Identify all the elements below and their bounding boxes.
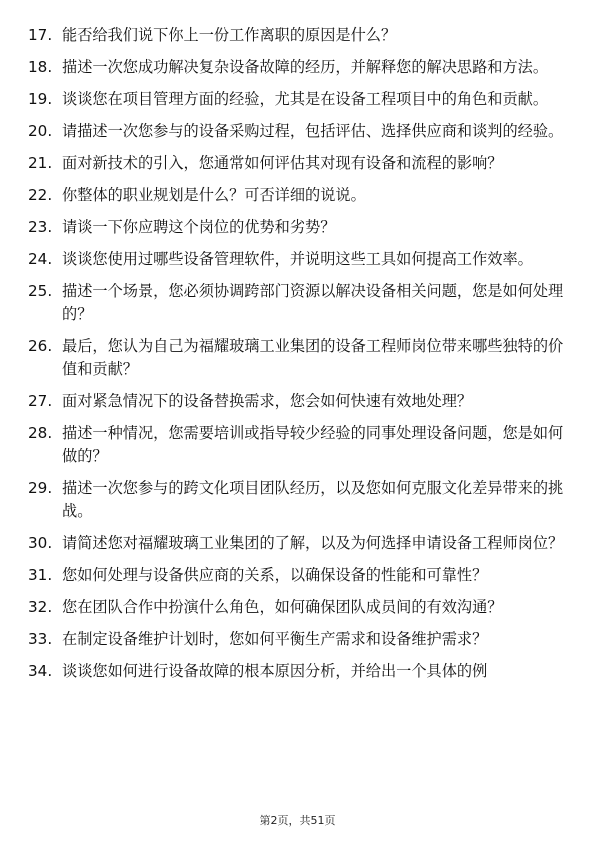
question-text: 你整体的职业规划是什么？可否详细的说说。 [62,186,366,204]
list-item [28,422,568,468]
question-text: 谈谈您如何进行设备故障的根本原因分析，并给出一个具体的例 [62,662,488,680]
question-number: 32. [28,598,53,616]
list-item [28,152,568,175]
list-item [28,477,568,523]
question-number: 17. [28,26,53,44]
question-text: 面对新技术的引入，您通常如何评估其对现有设备和流程的影响？ [62,154,503,172]
list-item [28,660,568,683]
question-text: 描述一次您成功解决复杂设备故障的经历，并解释您的解决思路和方法。 [62,58,548,76]
question-number: 20. [28,122,53,140]
list-item [28,216,568,239]
question-number: 29. [28,479,53,497]
question-number: 31. [28,566,53,584]
question-number: 28. [28,424,53,442]
question-number: 34. [28,662,53,680]
list-item [28,532,568,555]
question-number: 18. [28,58,53,76]
question-number: 26. [28,337,53,355]
list-item [28,56,568,79]
question-text: 谈谈您在项目管理方面的经验，尤其是在设备工程项目中的角色和贡献。 [62,90,548,108]
list-item [28,184,568,207]
list-item [28,88,568,111]
question-number: 22. [28,186,53,204]
list-item [28,24,568,47]
question-text: 描述一个场景，您必须协调跨部门资源以解决设备相关问题，您是如何处理的？ [62,282,564,323]
list-item [28,120,568,143]
question-text: 最后，您认为自己为福耀玻璃工业集团的设备工程师岗位带来哪些独特的价值和贡献？ [62,337,564,378]
question-text: 描述一次您参与的跨文化项目团队经历，以及您如何克服文化差异带来的挑战。 [62,479,564,520]
list-item [28,564,568,587]
list-item [28,596,568,619]
question-text: 您如何处理与设备供应商的关系，以确保设备的性能和可靠性？ [62,566,488,584]
question-number: 24. [28,250,53,268]
question-list [28,24,568,692]
question-text: 请简述您对福耀玻璃工业集团的了解，以及为何选择申请设备工程师岗位？ [62,534,564,552]
list-item [28,248,568,271]
page-footer [0,812,595,828]
question-text: 描述一种情况，您需要培训或指导较少经验的同事处理设备问题，您是如何做的？ [62,424,564,465]
question-number: 30. [28,534,53,552]
question-number: 21. [28,154,53,172]
question-text: 您在团队合作中扮演什么角色，如何确保团队成员间的有效沟通？ [62,598,503,616]
question-text: 在制定设备维护计划时，您如何平衡生产需求和设备维护需求？ [62,630,488,648]
page-number-label: 第2页，共51页 [259,814,336,827]
question-text: 能否给我们说下你上一份工作离职的原因是什么？ [62,26,397,44]
question-text: 请描述一次您参与的设备采购过程，包括评估、选择供应商和谈判的经验。 [62,122,564,140]
question-text: 面对紧急情况下的设备替换需求，您会如何快速有效地处理？ [62,392,473,410]
question-text: 谈谈您使用过哪些设备管理软件，并说明这些工具如何提高工作效率。 [62,250,533,268]
question-number: 23. [28,218,53,236]
question-number: 27. [28,392,53,410]
list-item [28,390,568,413]
question-text: 请谈一下你应聘这个岗位的优势和劣势？ [62,218,336,236]
list-item [28,280,568,326]
question-number: 25. [28,282,53,300]
list-item [28,335,568,381]
list-item [28,628,568,651]
question-number: 33. [28,630,53,648]
question-number: 19. [28,90,53,108]
